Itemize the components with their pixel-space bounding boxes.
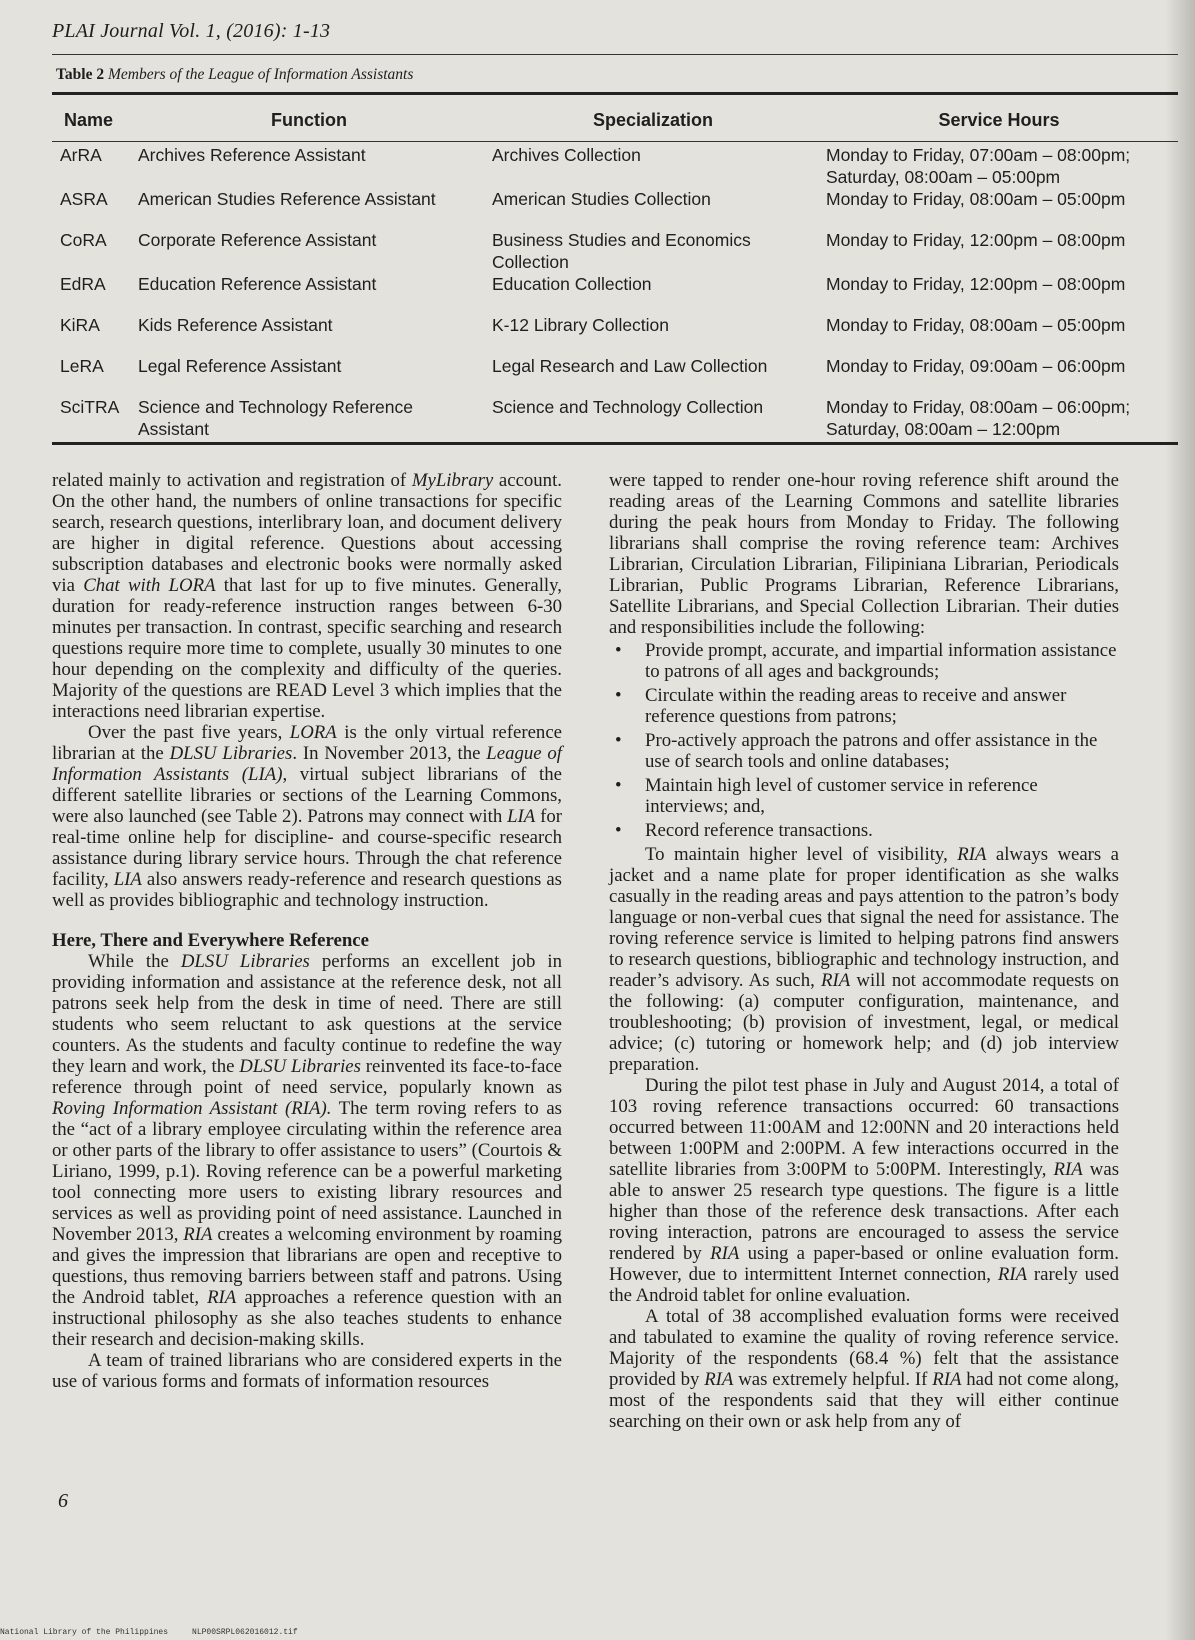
- cell-hours: Monday to Friday, 07:00am – 08:00pm; Saturday, 08:00am – 05:00pm: [826, 145, 1131, 187]
- table-caption-label: Table 2: [56, 66, 105, 83]
- cell-name: LeRA: [60, 356, 104, 376]
- scan-footer: National Library of the Philippines NLP00SRPL062016012.tif: [0, 1628, 298, 1637]
- paragraph: To maintain higher level of visibility, RIA always wears a jacket and a name plate for proper identification as she walks casually in the reading areas and pays attention to the patron’s body language or non-verbal cues that signal the need for assistance. The roving reference service is limited to helping patrons find answers to research questions, bibliographic and technology instruction, and reader’s advisory. As such, RIA will not accommodate requests on the following: (a) computer configuration, maintenance, and troubleshooting; (b) provision of investment, legal, or medical advice; (c) tutoring or homework help; and (d) job interview preparation.: [609, 844, 1120, 1075]
- cell-specialization: Science and Technology Collection: [486, 396, 820, 444]
- list-item: • Pro-actively approach the patrons and offer assistance in the use of search tools and online databases;: [645, 730, 1119, 772]
- left-text-column: [52, 470, 562, 1392]
- cell-specialization: Education Collection: [492, 274, 652, 294]
- cell-function: Archives Reference Assistant: [138, 145, 366, 165]
- cell-hours: Monday to Friday, 08:00am – 05:00pm: [826, 189, 1126, 209]
- cell-hours: Monday to Friday, 12:00pm – 08:00pm: [826, 230, 1126, 250]
- paragraph: During the pilot test phase in July and August 2014, a total of 103 roving reference transactions occurred: 60 transactions occurred between 11:00AM and 12:00NN and 20 interactions held between 1:00PM and 2:00PM. A few interactions occurred in the satellite libraries from 3:00PM to 5:00PM. Interestingly, RIA was able to answer 25 research type questions. The figure is a little higher than those of the reference desk transactions. After each roving interaction, patrons are encouraged to assess the service rendered by RIA using a paper-based or online evaluation form. However, due to intermittent Internet connection, RIA rarely used the Android tablet for online evaluation.: [609, 1075, 1120, 1306]
- cell-specialization: American Studies Collection: [492, 189, 711, 209]
- cell-name: KiRA: [60, 315, 100, 335]
- cell-function: Corporate Reference Assistant: [138, 230, 377, 250]
- cell-name: EdRA: [60, 274, 106, 294]
- list-item: • Circulate within the reading areas to receive and answer reference questions from patrons;: [645, 685, 1119, 727]
- header-rule: [52, 54, 1178, 55]
- cell-function: Kids Reference Assistant: [138, 315, 333, 335]
- page-number: 6: [58, 1490, 68, 1512]
- section-heading: Here, There and Everywhere Reference: [52, 930, 369, 951]
- table-row: [52, 355, 1178, 396]
- list-item: • Maintain high level of customer service in reference interviews; and,: [645, 775, 1119, 817]
- cell-name: ASRA: [60, 189, 108, 209]
- table-row: [52, 142, 1178, 189]
- right-text-column: [609, 470, 1119, 1432]
- cell-name: SciTRA: [52, 396, 132, 444]
- table-row: [52, 396, 1178, 444]
- table-caption: [56, 66, 413, 84]
- cell-hours: Monday to Friday, 08:00am – 05:00pm: [826, 315, 1126, 335]
- paragraph: While the DLSU Libraries performs an excellent job in providing information and assistance at the reference desk, not all patrons seek help from the desk in time of need. There are still students who seem reluctant to ask questions at the service counters. As the students and faculty continue to redefine the way they learn and work, the DLSU Libraries reinvented its face-to-face reference through point of need service, popularly known as Roving Information Assistant (RIA). The term roving refers to as the “act of a library employee circulating within the reference area or other parts of the library to offer assistance to users” (Courtois & Liriano, 1999, p.1). Roving reference can be a powerful marketing tool connecting more users to existing library resources and services as well as providing point of need assistance. Launched in November 2013, RIA creates a welcoming environment by roaming and gives the impression that librarians are open and receptive to questions, thus removing barriers between staff and patrons. Using the Android tablet, RIA approaches a reference question with an instructional philosophy as she also teaches students to enhance their research and decision-making skills.: [52, 951, 563, 1350]
- header-service-hours: Service Hours: [820, 94, 1178, 142]
- table-row: [52, 314, 1178, 355]
- cell-function: Legal Reference Assistant: [138, 356, 342, 376]
- paragraph: A total of 38 accomplished evaluation forms were received and tabulated to examine the quality of roving reference service. Majority of the respondents (68.4 %) felt that the assistance provided by RIA was extremely helpful. If RIA had not come along, most of the respondents said that they will either continue searching on their own or ask help from any of: [609, 1306, 1119, 1432]
- table-caption-title: Members of the League of Information Assistants: [107, 66, 414, 83]
- cell-hours: Monday to Friday, 09:00am – 06:00pm: [826, 356, 1126, 376]
- paragraph: related mainly to activation and registration of MyLibrary account. On the other hand, the numbers of online transactions for specific search, research questions, interlibrary loan, and document delivery are higher in digital reference. Questions about accessing subscription databases and electronic books were normally asked via Chat with LORA that last for up to five minutes. Generally, duration for ready-reference instruction ranges between 6-30 minutes per transaction. In contrast, specific searching and research questions require more time to complete, usually 30 minutes to one hour depending on the complexity and difficulty of the queries. Majority of the questions are READ Level 3 which implies that the interactions need librarian expertise.: [52, 470, 562, 722]
- cell-function: American Studies Reference Assistant: [138, 189, 436, 209]
- cell-hours: Monday to Friday, 12:00pm – 08:00pm: [826, 274, 1126, 294]
- header-function: Function: [132, 94, 486, 142]
- cell-specialization: K-12 Library Collection: [492, 315, 670, 335]
- header-name: Name: [52, 94, 132, 142]
- table-row: [52, 229, 1178, 273]
- table-row: [52, 188, 1178, 229]
- cell-name: ArRA: [60, 145, 102, 165]
- list-item: • Provide prompt, accurate, and impartial information assistance to patrons of all ages and backgrounds;: [645, 640, 1119, 682]
- paragraph: were tapped to render one-hour roving reference shift around the reading areas of the Learning Commons and satellite libraries during the peak hours from Monday to Friday. The following librarians shall comprise the roving reference team: Archives Librarian, Circulation Librarian, Filipiniana Librarian, Periodicals Librarian, Public Programs Librarian, Reference Librarians, Satellite Librarians, and Special Collection Librarian. Their duties and responsibilities include the following:: [609, 470, 1119, 638]
- header-specialization: Specialization: [486, 94, 820, 142]
- cell-hours: Monday to Friday, 08:00am – 06:00pm; Saturday, 08:00am – 12:00pm: [820, 396, 1178, 444]
- cell-name: CoRA: [60, 230, 107, 250]
- paragraph: A team of trained librarians who are considered experts in the use of various forms and formats of information resources: [52, 1350, 562, 1392]
- cell-specialization: Legal Research and Law Collection: [492, 356, 768, 376]
- cell-specialization: Archives Collection: [492, 145, 641, 165]
- cell-function: Education Reference Assistant: [138, 274, 377, 294]
- duties-list: [609, 640, 1119, 841]
- cell-function: Science and Technology Reference Assistant: [132, 396, 486, 444]
- table-header-row: [52, 94, 1178, 142]
- journal-header: PLAI Journal Vol. 1, (2016): 1-13: [52, 20, 331, 42]
- members-table: [52, 92, 1178, 445]
- table-row: [52, 273, 1178, 314]
- list-item: • Record reference transactions.: [645, 820, 1119, 841]
- paragraph: Over the past five years, LORA is the only virtual reference librarian at the DLSU Libraries. In November 2013, the League of Information Assistants (LIA), virtual subject librarians of the different satellite libraries or sections of the Learning Commons, were also launched (see Table 2). Patrons may connect with LIA for real-time online help for discipline- and course-specific research assistance during library service hours. Through the chat reference facility, LIA also answers ready-reference and research questions as well as provides bibliographic and technology instruction.: [52, 722, 563, 911]
- cell-specialization: Business Studies and Economics Collection: [492, 230, 751, 272]
